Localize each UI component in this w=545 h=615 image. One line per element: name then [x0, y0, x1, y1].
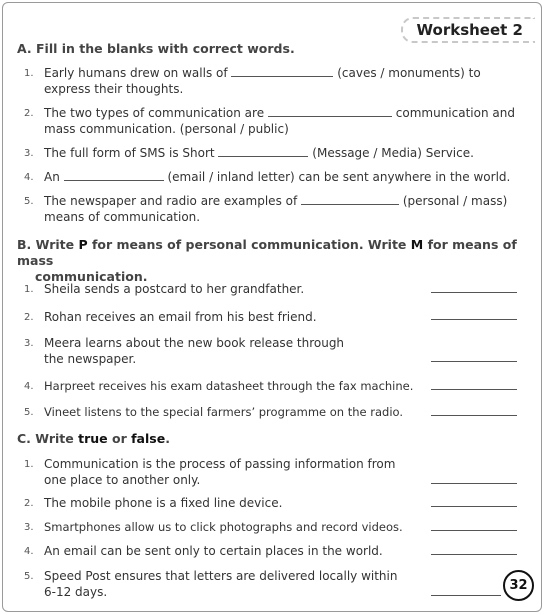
answer-line-c1[interactable]	[431, 483, 517, 484]
answer-line-c4[interactable]	[431, 554, 517, 555]
answer-blank[interactable]	[268, 106, 392, 117]
answer-line-b1[interactable]	[431, 292, 517, 293]
answer-blank[interactable]	[64, 170, 164, 181]
answer-blank[interactable]	[218, 146, 308, 157]
answer-line-b5[interactable]	[431, 415, 517, 416]
worksheet-label: Worksheet 2	[401, 17, 535, 43]
section-a-heading: A. Fill in the blanks with correct words.	[17, 41, 295, 56]
answer-line-c3[interactable]	[431, 530, 517, 531]
answer-blank[interactable]	[301, 194, 399, 205]
section-c-heading: C. Write true or false.	[17, 431, 170, 446]
worksheet-page: Worksheet 2 A. Fill in the blanks with correct words. 1. Early humans drew on walls of (caves / monuments) to express their thoughts. 2. The two types of communication are communication and mass communication. (personal / public) 3. The full form of SMS is Short (Message / Media) Service. 4. An (email / inland letter) can be sent anywhere in the world. 5. The newspaper and radio are examples of (personal / mass) means of communication. B. Write P for means of personal communication. Write M for means of mass communication. 1. Sheila sends a postcard to her grandfather. 2. Rohan receives an email from his best friend. 3. Meera learns about the new book release through the newspaper. 4. Harpreet receives his exam datasheet through the fax machine. 5. Vineet listens to the special farmers’ programme on the radio. C. Write true or false. 1. Communication is the process of passing information from one place to another only. 2. The mobile phone is a fixed line device. 3. Smartphones allow us to click photographs and record videos. 4. An email can be sent only to certain places in the world. 5. Speed Post ensures that letters are delivered locally within 6-12 days. 32	[2, 2, 542, 612]
answer-line-b3[interactable]	[431, 361, 517, 362]
answer-blank[interactable]	[231, 66, 333, 77]
answer-line-c2[interactable]	[431, 506, 517, 507]
question-number: 1.	[24, 68, 34, 79]
answer-line-b4[interactable]	[431, 389, 517, 390]
section-b-heading: B. Write P for means of personal communication. Write M for means of mass communication.	[17, 237, 517, 284]
answer-line-b2[interactable]	[431, 319, 517, 320]
page-number: 32	[503, 570, 534, 601]
answer-line-c5[interactable]	[431, 595, 501, 596]
